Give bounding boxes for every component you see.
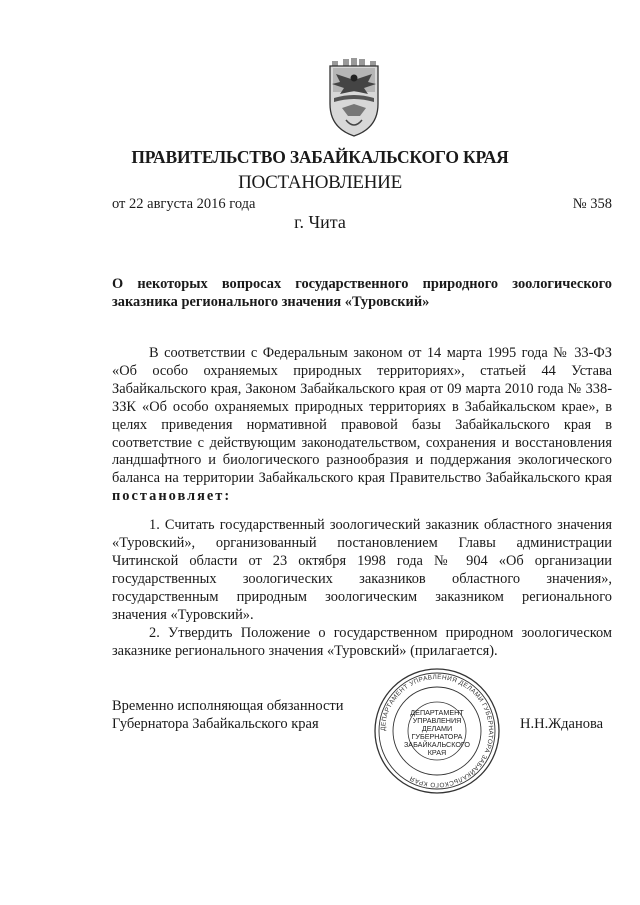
signer-title-line-1: Временно исполняющая обязанности — [112, 698, 344, 714]
preamble-text: В соответствии с Федеральным законом от 14 марта 1995 года № 33-ФЗ «Об особо охраняемых природных территориях», статьей 44 Устава Забайкальского края, Законом Забайкальского края от 09 марта 2010 года № 338-ЗЗК «Об особо охраняемых природных территориях в Забайкальском крае», в целях приведения нормативной правовой базы Забайкальского края в соответствие с действующим законодательством, сохранения и восстановления ландшафтного и биологического разнообразия и поддержания экологического баланса на территории Забайкальского края Правительство Забайкальского края — [112, 345, 612, 487]
decree-word: постановляет: — [112, 488, 232, 505]
coat-of-arms-icon — [326, 58, 382, 138]
document-body — [112, 345, 612, 660]
stamp-outer-text: ДЕПАРТАМЕНТ УПРАВЛЕНИЯ ДЕЛАМИ ГУБЕРНАТОРА ЗАБАЙКАЛЬСКОГО КРАЯ — [379, 673, 495, 789]
signer-name: Н.Н.Жданова — [520, 716, 604, 732]
item-2-paragraph: 2. Утвердить Положение о государственном природном зоологическом заказнике регионального значения «Туровский» (прилагается). — [112, 624, 612, 659]
stamp-center-text: ДЕПАРТАМЕНТ УПРАВЛЕНИЯ ДЕЛАМИ ГУБЕРНАТОРА ЗАБАЙКАЛЬСКОГО КРАЯ — [403, 708, 471, 757]
document-date: от 22 августа 2016 года — [112, 196, 256, 212]
document-number: № 358 — [572, 196, 612, 212]
preamble-paragraph — [112, 345, 612, 506]
signer-title-line-2: Губернатора Забайкальского края — [112, 716, 319, 732]
signer-title — [112, 697, 344, 733]
document-city: г. Чита — [294, 212, 346, 232]
document-subject: О некоторых вопросах государственного природного зоологического заказника регионального значения «Туровский» — [112, 276, 612, 310]
government-title: ПРАВИТЕЛЬСТВО ЗАБАЙКАЛЬСКОГО КРАЯ — [131, 147, 509, 167]
document-type: ПОСТАНОВЛЕНИЕ — [238, 172, 402, 193]
item-1-paragraph: 1. Считать государственный зоологический заказник областного значения «Туровский», организованный постановлением Главы администрации Читинской области от 23 октября 1998 года № 904 «Об организации государственных зоологических заказников областного значения», государственным природным зоологическим заказником регионального значения «Туровский». — [112, 517, 612, 623]
